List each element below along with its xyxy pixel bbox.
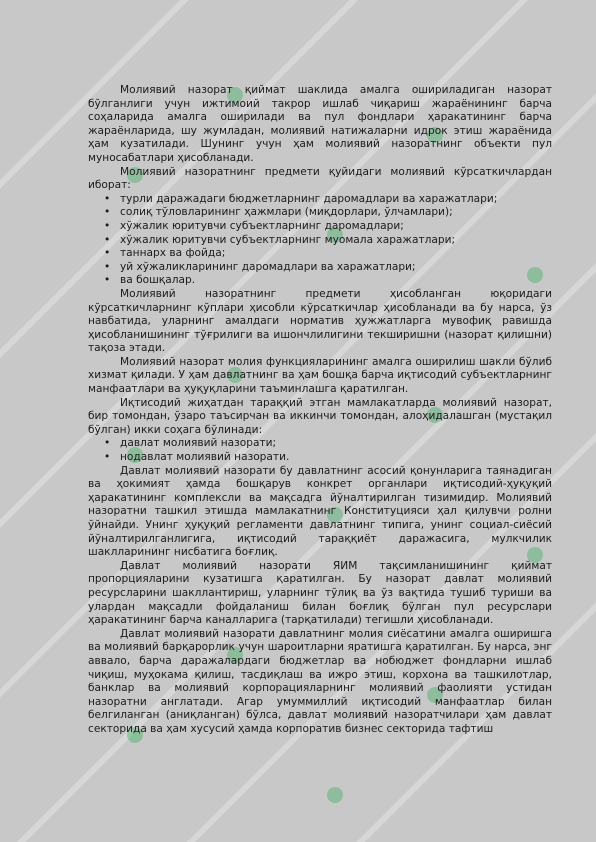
paragraph: Молиявий назоратнинг предмети қуйидаги молиявий кўрсаткичлардан иборат: — [88, 165, 552, 192]
paragraph: Иқтисодий жиҳатдан тараққий этган мамлакатларда молиявий назорат, бир томондан, ўзаро таъсирчан ва иккинчи томондан, алоҳидалашган (мустақил бўлган) икки соҳага бўлинади: — [88, 396, 552, 436]
list-item: • хўжалик юритувчи субъектларнинг даромадлари; — [88, 220, 552, 234]
list-item: • хўжалик юритувчи субъектларнинг муомала харажатлари; — [88, 234, 552, 248]
list-item: • нодавлат молиявий назорати. — [88, 451, 552, 465]
paragraph: Давлат молиявий назорати давлатнинг молия сиёсатини амалга оширишга ва молиявий барқарорлик учун шароитларни яратишга қаратилган. Бу нарса, энг аввало, барча даражалардаги бюджетлар ва нобюджет фондларни ишлаб чиқиш, муҳокама қилиш, тасдиқлаш ва ижро этиш, корхона ва ташкилотлар, банклар ва молиявий корпорацияларнинг молиявий фаолияти устидан назоратни англатади. Агар умуммиллий иқтисодий манфаатлар билан белгиланган (аниқланган) бўлса, давлат молиявий назоратчилари ҳам давлат секторида ва ҳам хусусий ҳамда корпоратив бизнес секторида тафтиш — [88, 627, 552, 735]
list-item: • давлат молиявий назорати; — [88, 437, 552, 451]
paragraph: Молиявий назоратнинг предмети ҳисобланган юқоридаги кўрсаткичларнинг кўплари ҳисобли кўрсаткичлар ҳисобланади ва бу нарса, ўз навбатида, уларнинг амалдаги норматив ҳужжатларга мувофиқ равишда ҳисобланишининг тўғрилиги ва ишончлилигини текширишни (назорат қилишни) тақоза этади. — [88, 287, 552, 355]
list-item: • таннарх ва фойда; — [88, 247, 552, 261]
list-item: • турли даражадаги бюджетларнинг даромадлари ва харажатлари; — [88, 193, 552, 207]
document-body — [88, 84, 552, 737]
paragraph: Молиявий назорат қиймат шаклида амалга ошириладиган назорат бўлганлиги учун ижтимоий такрор ишлаб чиқариш жараёнининг барча соҳаларида амалга оширилади ва пул фондлари ҳаракатининг барча жараёнларида, шу жумладан, молиявий натижаларни идрок этиш жараёнида ҳам кузатилади. Шунинг учун ҳам молиявий назоратнинг объекти пул муносабатлари ҳисобланади. — [88, 84, 552, 164]
list-item: • ва бошқалар. — [88, 274, 552, 288]
list-item: • солиқ тўловларининг ҳажмлари (миқдорлари, ўлчамлари); — [88, 206, 552, 220]
bullet-list — [88, 193, 552, 288]
paragraph: Давлат молиявий назорати бу давлатнинг асосий қонунларига таянадиган ва ҳокимият ҳамда бошқарув конкрет органлари иқтисодий-ҳуқуқий ҳаракатининг комплексли ва мақсадга йўналтирилган тизимидир. Молиявий назоратни ташкил этишда мамлакатнинг Конституцияси ҳал қилувчи ролни ўйнайди. Унинг ҳуқуқий регламенти давлатнинг типига, унинг социал-сиёсий йўналтирилганлигига, иқтисодий тараққиёт даражасига, мулкчилик шаклларининг нисбатига боғлиқ. — [88, 464, 552, 559]
bullet-list — [88, 437, 552, 464]
list-item: • уй хўжаликларининг даромадлари ва харажатлари; — [88, 261, 552, 275]
paragraph: Давлат молиявий назорати ЯИМ тақсимланишининг қиймат пропорцияларини кузатишга қаратилган. Бу назорат давлат молиявий ресурсларини шакллантириш, уларнинг тўлиқ ва ўз вақтида тушиб туриши ва улардан мақсадли фойдаланиш билан боғлиқ бўлган пул ресурслари ҳаракатининг барча каналларига (тарқатилади) тегишли ҳисобланади. — [88, 559, 552, 627]
paragraph: Молиявий назорат молия функцияларининг амалга оширилиш шакли бўлиб хизмат қилади. У ҳам давлатнинг ва ҳам бошқа барча иқтисодий субъектларнинг манфаатлари ва ҳуқуқларини таъминлашга қаратилган. — [88, 355, 552, 396]
